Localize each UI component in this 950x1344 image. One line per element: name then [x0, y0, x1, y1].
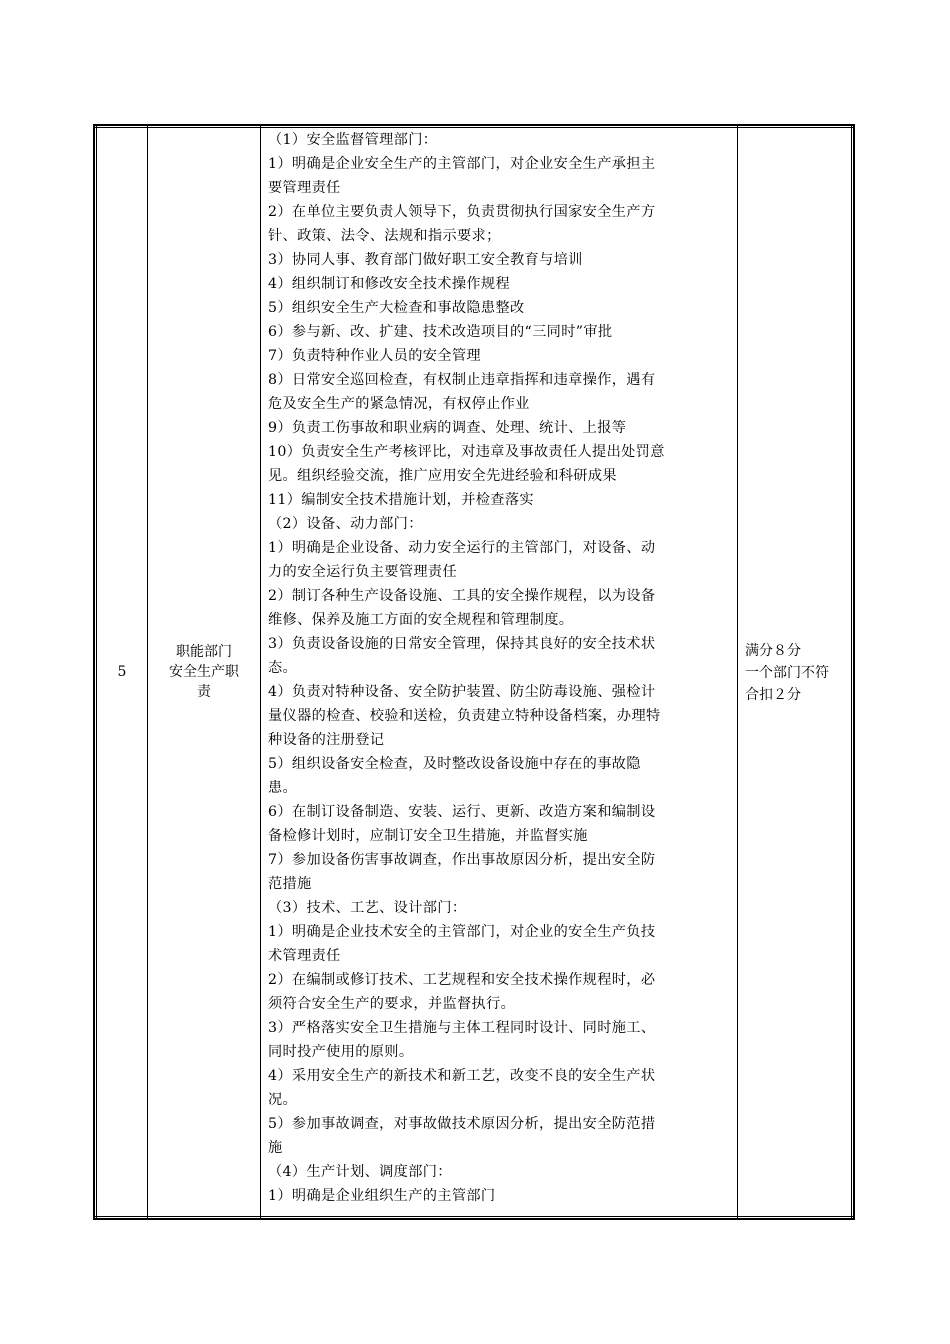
- content-line: 患。: [268, 780, 298, 796]
- content-line: 量仪器的检查、校验和送检，负责建立特种设备档案，办理特: [268, 708, 661, 724]
- row-number-cell: 5: [117, 664, 127, 680]
- content-line: 6）在制订设备制造、安装、运行、更新、改造方案和编制设: [268, 804, 656, 820]
- content-line: 同时投产使用的原则。: [268, 1044, 414, 1060]
- content-line: （2）设备、动力部门：: [268, 516, 423, 532]
- content-line: 1）明确是企业技术安全的主管部门，对企业的安全生产负技: [268, 924, 656, 940]
- content-line: 1）明确是企业组织生产的主管部门: [268, 1188, 496, 1204]
- item-name-line: 安全生产职: [169, 664, 239, 680]
- content-line: （3）技术、工艺、设计部门：: [268, 900, 467, 916]
- content-line: 危及安全生产的紧急情况，有权停止作业: [268, 396, 530, 412]
- content-line: （1）安全监督管理部门：: [268, 132, 438, 148]
- content-line: （4）生产计划、调度部门：: [268, 1164, 452, 1180]
- content-line: 况。: [268, 1092, 298, 1108]
- content-line: 施: [268, 1140, 283, 1156]
- column-divider: [147, 124, 148, 1220]
- requirements-content-cell: [268, 128, 730, 1208]
- content-line: 6）参与新、改、扩建、技术改造项目的“三同时”审批: [268, 324, 613, 340]
- content-line: 3）严格落实安全卫生措施与主体工程同时设计、同时施工、: [268, 1020, 656, 1036]
- content-line: 术管理责任: [268, 948, 341, 964]
- content-line: 11）编制安全技术措施计划，并检查落实: [268, 492, 534, 508]
- row-divider: [93, 1216, 855, 1217]
- content-line: 2）制订各种生产设备设施、工具的安全操作规程，以为设备: [268, 588, 656, 604]
- scoring-line: 合扣２分: [745, 687, 801, 703]
- content-line: 3）负责设备设施的日常安全管理，保持其良好的安全技术状: [268, 636, 656, 652]
- content-line: 备检修计划时，应制订安全卫生措施，并监督实施: [268, 828, 588, 844]
- content-line: 针、政策、法令、法规和指示要求；: [268, 228, 501, 244]
- content-line: 2）在单位主要负责人领导下，负责贯彻执行国家安全生产方: [268, 204, 656, 220]
- content-line: 2）在编制或修订技术、工艺规程和安全技术操作规程时，必: [268, 972, 656, 988]
- content-line: 1）明确是企业安全生产的主管部门，对企业安全生产承担主: [268, 156, 656, 172]
- column-divider: [851, 124, 852, 1220]
- content-line: 力的安全运行负主要管理责任: [268, 564, 457, 580]
- content-line: 5）组织设备安全检查，及时整改设备设施中存在的事故隐: [268, 756, 641, 772]
- content-line: 7）负责特种作业人员的安全管理: [268, 348, 481, 364]
- content-line: 须符合安全生产的要求，并监督执行。: [268, 996, 516, 1012]
- content-line: 种设备的注册登记: [268, 732, 385, 748]
- column-divider: [737, 124, 738, 1220]
- content-line: 1）明确是企业设备、动力安全运行的主管部门，对设备、动: [268, 540, 656, 556]
- item-name-line: 责: [197, 684, 211, 700]
- content-line: 9）负责工伤事故和职业病的调查、处理、统计、上报等: [268, 420, 627, 436]
- scoring-cell: [745, 640, 849, 706]
- content-line: 范措施: [268, 876, 312, 892]
- content-line: 3）协同人事、教育部门做好职工安全教育与培训: [268, 252, 583, 268]
- content-line: 5）组织安全生产大检查和事故隐患整改: [268, 300, 525, 316]
- item-name-line: 职能部门: [176, 644, 232, 660]
- column-divider: [260, 124, 261, 1220]
- content-line: 7）参加设备伤害事故调查，作出事故原因分析，提出安全防: [268, 852, 656, 868]
- scoring-line: 一个部门不符: [745, 665, 829, 681]
- content-line: 10）负责安全生产考核评比，对违章及事故责任人提出处罚意: [268, 444, 665, 460]
- content-line: 8）日常安全巡回检查，有权制止违章指挥和违章操作，遇有: [268, 372, 656, 388]
- content-line: 4）负责对特种设备、安全防护装置、防尘防毒设施、强检计: [268, 684, 656, 700]
- content-line: 4）组织制订和修改安全技术操作规程: [268, 276, 510, 292]
- content-line: 见。组织经验交流，推广应用安全先进经验和科研成果: [268, 468, 617, 484]
- content-line: 5）参加事故调查，对事故做技术原因分析，提出安全防范措: [268, 1116, 656, 1132]
- scoring-line: 满分８分: [745, 643, 801, 659]
- content-line: 4）采用安全生产的新技术和新工艺，改变不良的安全生产状: [268, 1068, 656, 1084]
- content-line: 态。: [268, 660, 298, 676]
- content-line: 要管理责任: [268, 180, 341, 196]
- item-name-cell: [150, 642, 258, 702]
- content-line: 维修、保养及施工方面的安全规程和管理制度。: [268, 612, 574, 628]
